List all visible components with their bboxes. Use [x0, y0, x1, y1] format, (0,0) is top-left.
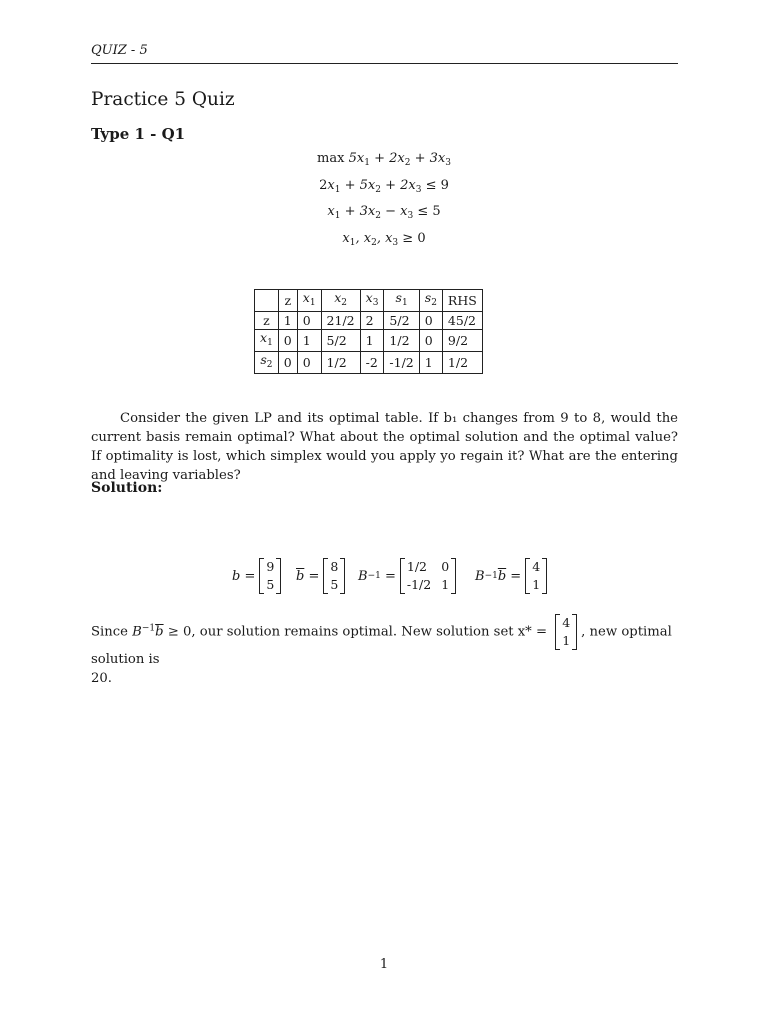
- table-cell: -2: [360, 352, 384, 374]
- table-cell: 0: [278, 352, 297, 374]
- column-header-s2: $s_2$: [419, 290, 442, 312]
- running-header: QUIZ - 5: [91, 43, 148, 58]
- column-header-x2: $x_2$: [321, 290, 360, 312]
- table-cell: 1/2: [384, 330, 419, 352]
- table-row: [255, 352, 483, 374]
- row-label-z: z: [255, 312, 279, 330]
- row-label-s2: $s_2$: [255, 352, 279, 374]
- row-label-x1: $x_1$: [255, 330, 279, 352]
- table-cell: 0: [419, 330, 442, 352]
- column-header-x1: $x_1$: [297, 290, 321, 312]
- table-row: [255, 330, 483, 352]
- table-cell: 5/2: [384, 312, 419, 330]
- constraint-2: $x_1 + 3x_2 - x_3 \le 5$: [327, 204, 441, 221]
- matrix-b-inverse-times-b-bar: 4 1: [525, 558, 547, 594]
- objective-function: $\max 5x_1 + 2x_2 + 3x_3$: [317, 151, 451, 168]
- solution-heading: Solution:: [91, 480, 163, 496]
- column-header-s1: $s_1$: [384, 290, 419, 312]
- question-text: Consider the given LP and its optimal table. If b₁ changes from 9 to 8, would the current basis remain optimal? What about the optimal solution and the optimal value? If optimality is lost, which simplex would you apply yo regain it? What are the entering and leaving variables?: [91, 411, 678, 483]
- table-cell: 0: [419, 312, 442, 330]
- table-cell: 0: [297, 352, 321, 374]
- table-header-row: [255, 290, 483, 312]
- table-cell: 0: [297, 312, 321, 330]
- table-cell: 1: [360, 330, 384, 352]
- question-paragraph: [91, 409, 678, 485]
- matrix-b-inverse: 1/2 0 -1/2 1: [400, 558, 456, 594]
- header-rule: [91, 63, 678, 64]
- matrix-b-inverse-equation: B −1 = 1/2 0 -1/2 1: [358, 558, 460, 594]
- table-cell: 1: [419, 352, 442, 374]
- conclusion-paragraph: Since $B^{-1}\overline{b} \ge 0$, our solution remains optimal. New solution set x* = 4 1 , new optimal solution is 20.: [91, 614, 678, 688]
- table-cell: 1: [297, 330, 321, 352]
- matrix-b-equation: b = 9 5: [232, 558, 285, 594]
- table-cell: 1/2: [321, 352, 360, 374]
- matrix-b-bar: 8 5: [323, 558, 345, 594]
- table-cell: 0: [278, 330, 297, 352]
- column-header-x3: $x_3$: [360, 290, 384, 312]
- table-cell: 2: [360, 312, 384, 330]
- table-cell: 1/2: [442, 352, 482, 374]
- table-corner-cell: [255, 290, 279, 312]
- table-cell: 1: [278, 312, 297, 330]
- table-cell: 5/2: [321, 330, 360, 352]
- column-header-z: z: [278, 290, 297, 312]
- matrix-b-inverse-times-b-bar-equation: B −1 $\overline{b}$ = 4 1: [475, 558, 551, 594]
- table-cell: 45/2: [442, 312, 482, 330]
- page-title: Practice 5 Quiz: [91, 89, 235, 110]
- table-cell: 9/2: [442, 330, 482, 352]
- matrix-x-star: 4 1: [555, 614, 577, 650]
- page-number: 1: [379, 957, 389, 972]
- optimal-value-text: 20.: [91, 671, 112, 686]
- optimal-simplex-table: [254, 289, 483, 374]
- table-cell: -1/2: [384, 352, 419, 374]
- constraint-1: $2x_1 + 5x_2 + 2x_3 \le 9$: [319, 178, 449, 195]
- matrix-b-bar-equation: $\overline{b}$ = 8 5: [296, 558, 349, 594]
- section-title: Type 1 - Q1: [91, 125, 186, 143]
- table-cell: 21/2: [321, 312, 360, 330]
- matrix-b: 9 5: [259, 558, 281, 594]
- nonnegativity-constraint: $x_1$, $x_2$, $x_3 \ge 0$: [342, 231, 426, 248]
- column-header-rhs: RHS: [442, 290, 482, 312]
- table-row: [255, 312, 483, 330]
